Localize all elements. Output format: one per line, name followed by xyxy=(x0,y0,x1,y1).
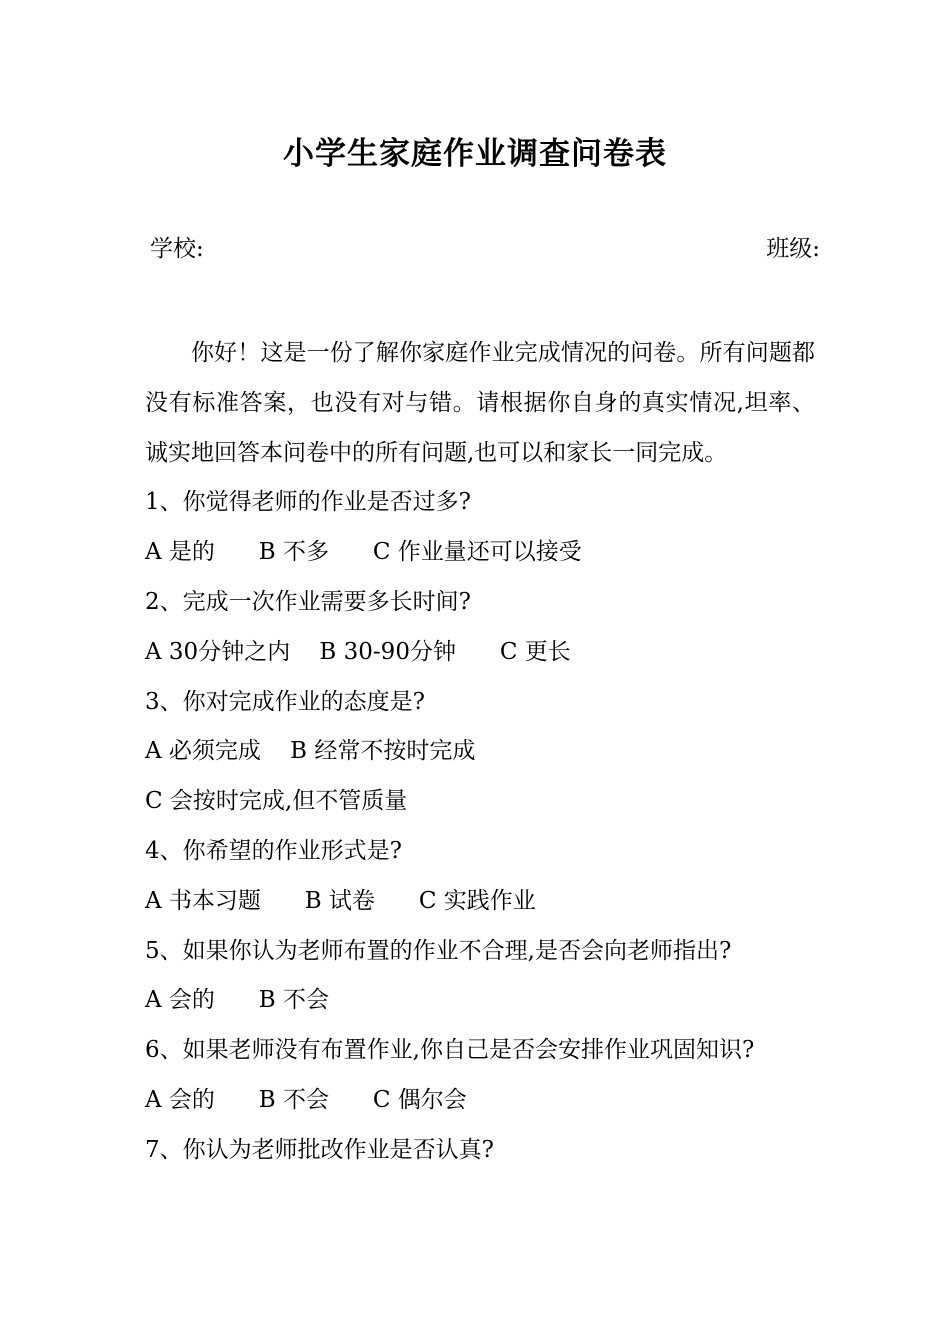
question-text: 4、你希望的作业形式是? xyxy=(145,837,402,864)
question-options: A 会的 B 不会 xyxy=(145,987,329,1014)
question-7 xyxy=(145,1126,815,1176)
question-options: A 书本习题 B 试卷 C 实践作业 xyxy=(145,887,536,914)
intro-paragraph: 你好！这是一份了解你家庭作业完成情况的问卷。所有问题都没有标准答案，也没有对与错。请根据你自身的真实情况,坦率、诚实地回答本问卷中的所有问题,也可以和家长一同完成。 xyxy=(145,340,815,466)
question-options: C 会按时完成,但不管质量 xyxy=(145,788,408,815)
question-3 xyxy=(145,678,815,827)
question-text: 1、你觉得老师的作业是否过多? xyxy=(145,489,471,516)
question-options: A 必须完成 B 经常不按时完成 xyxy=(145,738,476,765)
class-label: 班级: xyxy=(766,236,820,262)
question-5 xyxy=(145,927,815,1027)
question-options: A 会的 B 不会 C 偶尔会 xyxy=(145,1086,467,1113)
document-title: 小学生家庭作业调查问卷表 xyxy=(283,136,667,172)
question-options: A 是的 B 不多 C 作业量还可以接受 xyxy=(145,539,582,566)
question-2 xyxy=(145,578,815,678)
question-4 xyxy=(145,827,815,927)
question-text: 2、完成一次作业需要多长时间? xyxy=(145,588,471,615)
survey-body xyxy=(145,329,815,1176)
question-6 xyxy=(145,1026,815,1126)
school-label: 学校: xyxy=(150,236,204,262)
question-text: 5、如果你认为老师布置的作业不合理,是否会向老师指出? xyxy=(145,937,732,964)
question-1 xyxy=(145,478,815,578)
question-text: 6、如果老师没有布置作业,你自己是否会安排作业巩固知识? xyxy=(145,1037,755,1064)
question-text: 3、你对完成作业的态度是? xyxy=(145,688,425,715)
question-options: A 30分钟之内 B 30-90分钟 C 更长 xyxy=(145,638,571,665)
question-text: 7、你认为老师批改作业是否认真? xyxy=(145,1136,494,1163)
